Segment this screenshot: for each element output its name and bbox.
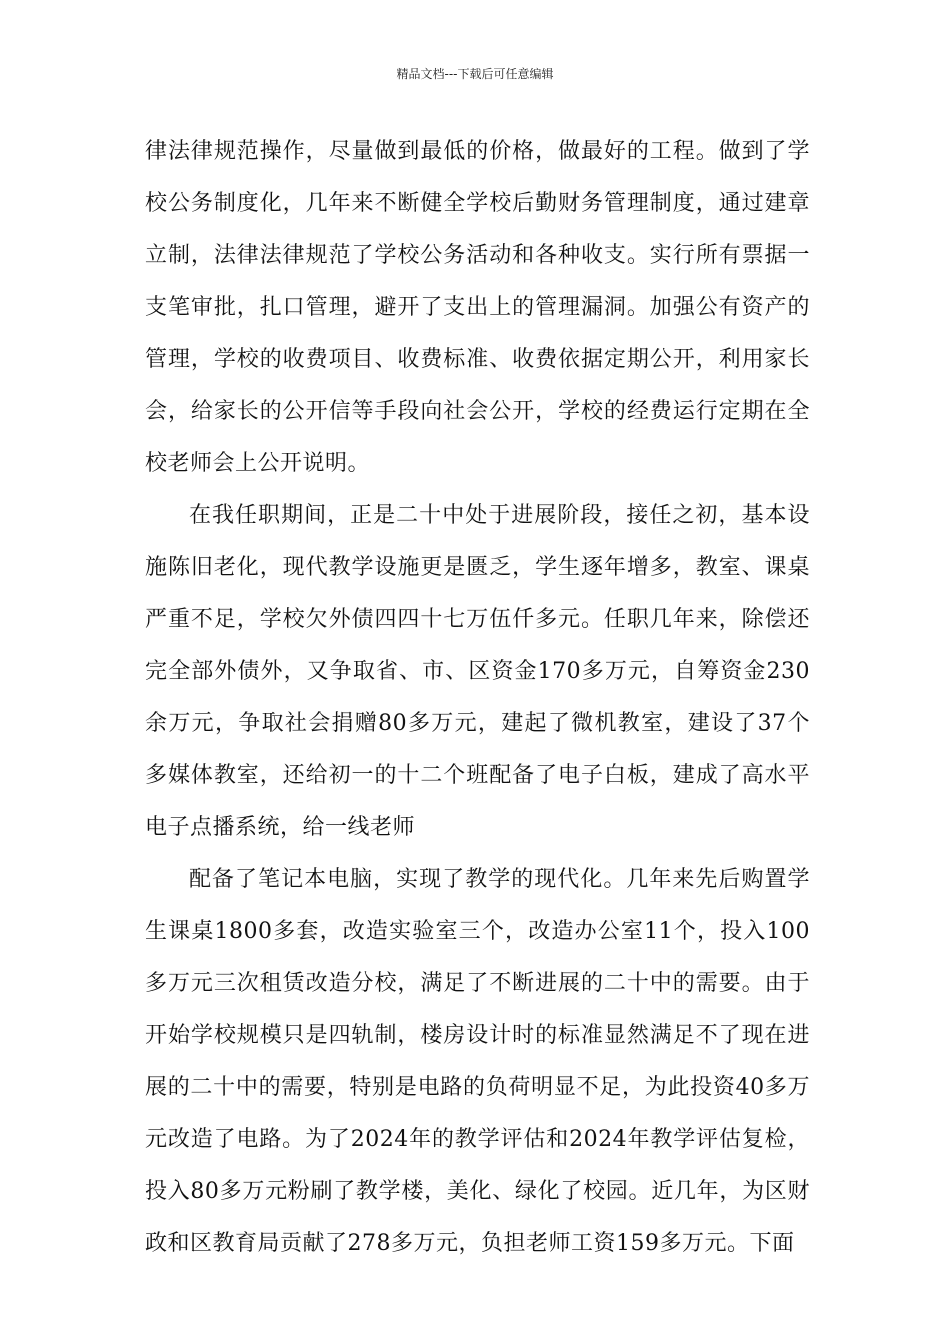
page-header: 精品文档---下载后可任意编辑 bbox=[396, 67, 554, 81]
paragraph-3: 配备了笔记本电脑，实现了教学的现代化。几年来先后购置学生课桌1800多套，改造实验室三个，改造办公室11个，投入100多万元三次租赁改造分校，满足了不断进展的二十中的需要。由于开始学校规模只是四轨制，楼房设计时的标准显然满足不了现在进展的二十中的需要，特别是电路的负荷明显不足，为此投资40多万元改造了电路。为了2024年的教学评估和2024年教学评估复检，投入80多万元粉刷了教学楼，美化、绿化了校园。近几年，为区财政和区教育局贡献了278多万元，负担老师工资159多万元。下面 bbox=[145, 867, 810, 1256]
paragraph-1: 律法律规范操作，尽量做到最低的价格，做最好的工程。做到了学校公务制度化，几年来不断健全学校后勤财务管理制度，通过建章立制，法律法律规范了学校公务活动和各种收支。实行所有票据一支笔审批，扎口管理，避开了支出上的管理漏洞。加强公有资产的管理，学校的收费项目、收费标准、收费依据定期公开，利用家长会，给家长的公开信等手段向社会公开，学校的经费运行定期在全校老师会上公开说明。 bbox=[145, 139, 810, 476]
document-body bbox=[145, 126, 810, 1270]
paragraph-2: 在我任职期间，正是二十中处于进展阶段，接任之初，基本设施陈旧老化，现代教学设施更是匮乏，学生逐年增多，教室、课桌严重不足，学校欠外债四四十七万伍仟多元。任职几年来，除偿还完全部外债外，又争取省、市、区资金170多万元，自筹资金230余万元，争取社会捐赠80多万元，建起了微机教室，建设了37个多媒体教室，还给初一的十二个班配备了电子白板，建成了高水平电子点播系统，给一线老师 bbox=[145, 503, 810, 840]
